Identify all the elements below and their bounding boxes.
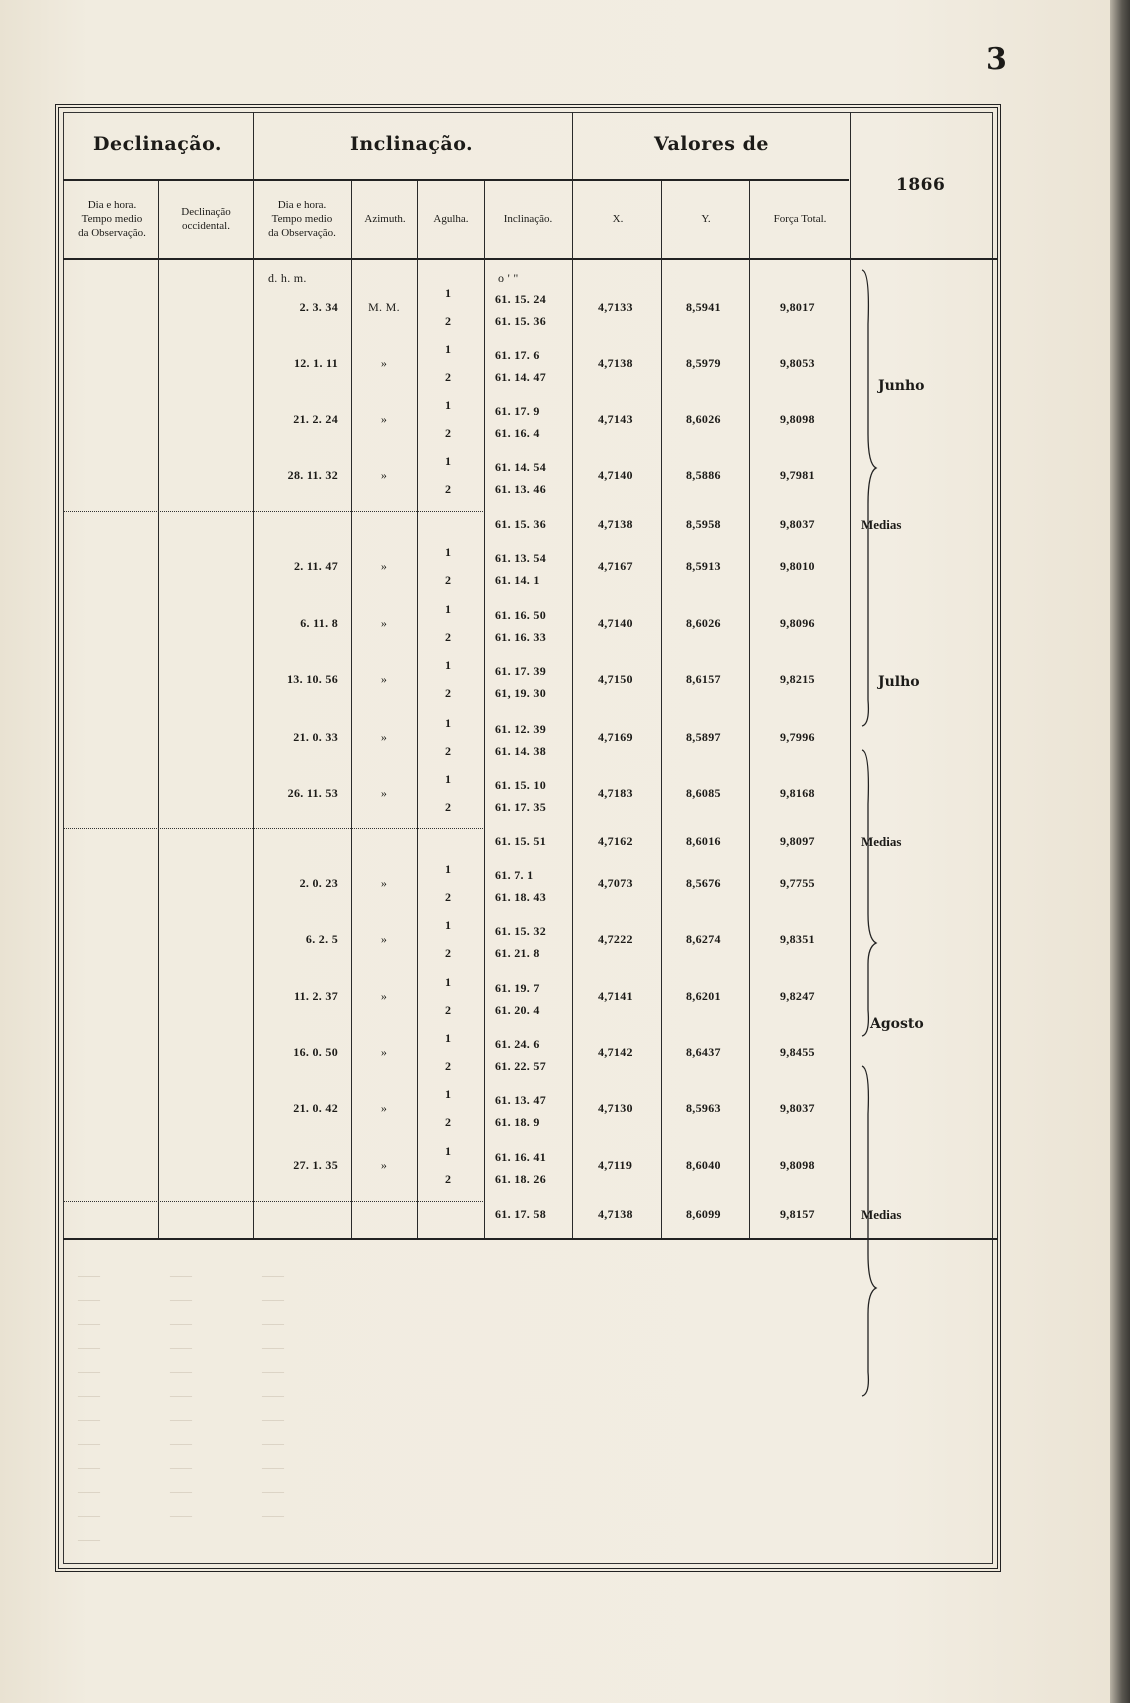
year-label: 1866	[896, 175, 946, 195]
azimuth-value: »	[380, 616, 388, 630]
inclinacao-value: 61. 15. 24	[495, 292, 546, 306]
rule-line	[351, 181, 352, 1238]
x-value: 4,7138	[598, 356, 633, 370]
month-julho: Julho	[878, 674, 920, 690]
header-line: Tempo medio	[271, 213, 333, 225]
y-value: 8,5963	[686, 1101, 721, 1115]
inclinacao-value: 61. 21. 8	[495, 946, 540, 960]
x-value: 4,7133	[598, 300, 633, 314]
needle-number: 1	[445, 975, 452, 989]
needle-number: 1	[445, 454, 452, 468]
page-edge	[1110, 0, 1130, 1703]
ghost-mark: ——	[170, 1510, 192, 1522]
needle-number: 2	[445, 744, 452, 758]
medias-label: Medias	[861, 517, 902, 532]
azimuth-value: »	[380, 672, 388, 686]
ghost-mark: ——	[78, 1534, 100, 1546]
medias-label: Medias	[861, 834, 902, 849]
y-value: 8,6026	[686, 412, 721, 426]
azimuth-value: »	[380, 932, 388, 946]
forca-total-value: 9,8168	[780, 786, 815, 800]
inclinacao-value: 61. 15. 10	[495, 778, 546, 792]
section-title-inclinacao: Inclinação.	[350, 133, 474, 155]
header-dia-hora-inclinacao	[256, 198, 348, 240]
header-agulha: Agulha.	[433, 213, 469, 225]
needle-number: 1	[445, 1087, 452, 1101]
month-junho: Junho	[878, 378, 925, 394]
observation-date: 21. 2. 24	[293, 412, 338, 426]
header-x: X.	[612, 213, 624, 225]
inclinacao-value: 61. 17. 6	[495, 348, 540, 362]
inclinacao-value: 61. 17. 9	[495, 404, 540, 418]
inclinacao-value: 61. 16. 4	[495, 426, 540, 440]
ghost-mark: ——	[262, 1462, 284, 1474]
ghost-mark: ——	[78, 1270, 100, 1282]
observation-date: 6. 2. 5	[305, 932, 338, 946]
ghost-mark: ——	[170, 1294, 192, 1306]
y-value: 8,5897	[686, 730, 721, 744]
forca-total-value: 9,8247	[780, 989, 815, 1003]
azimuth-value: »	[380, 468, 388, 482]
ghost-mark: ——	[78, 1318, 100, 1330]
ghost-mark: ——	[170, 1414, 192, 1426]
inclinacao-value: 61. 14. 47	[495, 370, 546, 384]
ghost-mark: ——	[78, 1462, 100, 1474]
x-value: 4,7130	[598, 1101, 633, 1115]
needle-number: 1	[445, 658, 452, 672]
azimuth-value: »	[380, 412, 388, 426]
ghost-mark: ——	[78, 1414, 100, 1426]
medias-x: 4,7138	[598, 1207, 633, 1221]
header-azimuth: Azimuth.	[364, 213, 406, 225]
y-value: 8,6026	[686, 616, 721, 630]
needle-number: 1	[445, 342, 452, 356]
rule-line	[63, 258, 997, 260]
needle-number: 1	[445, 1144, 452, 1158]
observation-date: 16. 0. 50	[293, 1045, 338, 1059]
ghost-mark: ——	[262, 1318, 284, 1330]
header-dia-hora-declinacao	[66, 198, 158, 240]
unit-deg: o ' "	[498, 271, 519, 285]
y-value: 8,6437	[686, 1045, 721, 1059]
y-value: 8,6040	[686, 1158, 721, 1172]
x-value: 4,7150	[598, 672, 633, 686]
ghost-mark: ——	[170, 1366, 192, 1378]
forca-total-value: 9,8351	[780, 932, 815, 946]
medias-y: 8,6016	[686, 834, 721, 848]
ghost-mark: ——	[78, 1438, 100, 1450]
month-agosto: Agosto	[870, 1016, 924, 1032]
ghost-mark: ——	[262, 1342, 284, 1354]
x-value: 4,7140	[598, 616, 633, 630]
medias-label: Medias	[861, 1207, 902, 1222]
ghost-mark: ——	[170, 1390, 192, 1402]
header-line: Dia e hora.	[87, 199, 137, 211]
ghost-mark: ——	[262, 1366, 284, 1378]
ghost-mark: ——	[78, 1486, 100, 1498]
inclinacao-value: 61. 13. 54	[495, 551, 546, 565]
x-value: 4,7222	[598, 932, 633, 946]
medias-forca-total: 9,8097	[780, 834, 815, 848]
header-line: Declinação	[181, 206, 231, 218]
medias-forca-total: 9,8157	[780, 1207, 815, 1221]
ghost-mark: ——	[262, 1414, 284, 1426]
azimuth-value: »	[380, 1101, 388, 1115]
header-line: da Observação.	[78, 227, 146, 239]
needle-number: 2	[445, 573, 452, 587]
rule-line	[158, 181, 159, 1238]
azimuth-value: »	[380, 876, 388, 890]
inclinacao-value: 61. 14. 54	[495, 460, 546, 474]
section-title-valores: Valores de	[654, 133, 769, 155]
medias-x: 4,7162	[598, 834, 633, 848]
medias-inclinacao: 61. 15. 36	[495, 517, 546, 531]
inclinacao-value: 61. 16. 41	[495, 1150, 546, 1164]
inclinacao-value: 61. 14. 1	[495, 573, 540, 587]
needle-number: 1	[445, 716, 452, 730]
azimuth-value: »	[380, 1158, 388, 1172]
observation-date: 12. 1. 11	[293, 356, 338, 370]
forca-total-value: 9,7755	[780, 876, 815, 890]
rule-line	[484, 181, 485, 1238]
forca-total-value: 9,8098	[780, 412, 815, 426]
dotted-separator	[63, 828, 483, 829]
x-value: 4,7183	[598, 786, 633, 800]
inclinacao-value: 61, 19. 30	[495, 686, 546, 700]
dotted-separator	[63, 1201, 483, 1202]
ghost-mark: ——	[170, 1486, 192, 1498]
ghost-mark: ——	[78, 1294, 100, 1306]
rule-line	[417, 181, 418, 1238]
header-line: Tempo medio	[81, 213, 143, 225]
needle-number: 1	[445, 862, 452, 876]
x-value: 4,7119	[598, 1158, 633, 1172]
needle-number: 2	[445, 1003, 452, 1017]
medias-y: 8,6099	[686, 1207, 721, 1221]
forca-total-value: 9,8053	[780, 356, 815, 370]
header-forca-total: Força Total.	[773, 213, 827, 225]
azimuth-value: »	[380, 356, 388, 370]
x-value: 4,7073	[598, 876, 633, 890]
observation-date: 2. 0. 23	[299, 876, 338, 890]
needle-number: 1	[445, 1031, 452, 1045]
rule-line	[572, 112, 573, 1238]
inclinacao-value: 61. 18. 43	[495, 890, 546, 904]
header-line: occidental.	[182, 220, 230, 232]
header-inclinacao: Inclinação.	[503, 213, 553, 225]
needle-number: 1	[445, 545, 452, 559]
forca-total-value: 9,8455	[780, 1045, 815, 1059]
inclinacao-value: 61. 19. 7	[495, 981, 540, 995]
medias-inclinacao: 61. 17. 58	[495, 1207, 546, 1221]
needle-number: 2	[445, 1115, 452, 1129]
needle-number: 2	[445, 890, 452, 904]
header-declinacao-occidental	[160, 205, 252, 233]
y-value: 8,5913	[686, 559, 721, 573]
observation-date: 26. 11. 53	[287, 786, 338, 800]
ghost-mark: ——	[262, 1486, 284, 1498]
ghost-mark: ——	[78, 1390, 100, 1402]
brace-julho	[862, 750, 876, 1036]
azimuth-value: »	[380, 559, 388, 573]
azimuth-value: »	[380, 1045, 388, 1059]
forca-total-value: 9,8037	[780, 1101, 815, 1115]
observation-date: 11. 2. 37	[293, 989, 338, 1003]
needle-number: 2	[445, 314, 452, 328]
inclinacao-value: 61. 22. 57	[495, 1059, 546, 1073]
rule-line	[850, 112, 851, 1238]
forca-total-value: 9,8017	[780, 300, 815, 314]
inclinacao-value: 61. 14. 38	[495, 744, 546, 758]
header-line: Dia e hora.	[277, 199, 327, 211]
section-title-declinacao: Declinação.	[93, 133, 223, 155]
ghost-mark: ——	[78, 1510, 100, 1522]
y-value: 8,6274	[686, 932, 721, 946]
x-value: 4,7140	[598, 468, 633, 482]
azimuth-value: M. M.	[368, 300, 400, 314]
header-line: da Observação.	[268, 227, 336, 239]
brace-junho	[862, 270, 876, 726]
x-value: 4,7141	[598, 989, 633, 1003]
y-value: 8,5979	[686, 356, 721, 370]
inclinacao-value: 61. 12. 39	[495, 722, 546, 736]
medias-forca-total: 9,8037	[780, 517, 815, 531]
forca-total-value: 9,8215	[780, 672, 815, 686]
inclinacao-value: 61. 17. 35	[495, 800, 546, 814]
x-value: 4,7143	[598, 412, 633, 426]
x-value: 4,7167	[598, 559, 633, 573]
inclinacao-value: 61. 13. 47	[495, 1093, 546, 1107]
ghost-mark: ——	[170, 1462, 192, 1474]
needle-number: 2	[445, 686, 452, 700]
inclinacao-value: 61. 17. 39	[495, 664, 546, 678]
ghost-mark: ——	[262, 1270, 284, 1282]
needle-number: 2	[445, 800, 452, 814]
ghost-mark: ——	[262, 1390, 284, 1402]
rule-line	[63, 179, 849, 181]
needle-number: 2	[445, 1059, 452, 1073]
header-y: Y.	[701, 213, 711, 225]
y-value: 8,6201	[686, 989, 721, 1003]
ghost-mark: ——	[262, 1438, 284, 1450]
ghost-mark: ——	[78, 1366, 100, 1378]
month-braces	[856, 264, 876, 1264]
y-value: 8,6157	[686, 672, 721, 686]
needle-number: 1	[445, 602, 452, 616]
medias-y: 8,5958	[686, 517, 721, 531]
medias-x: 4,7138	[598, 517, 633, 531]
needle-number: 2	[445, 426, 452, 440]
azimuth-value: »	[380, 989, 388, 1003]
forca-total-value: 9,8096	[780, 616, 815, 630]
observation-date: 13. 10. 56	[287, 672, 338, 686]
inclinacao-value: 61. 15. 32	[495, 924, 546, 938]
ghost-mark: ——	[170, 1318, 192, 1330]
azimuth-value: »	[380, 730, 388, 744]
needle-number: 2	[445, 946, 452, 960]
y-value: 8,6085	[686, 786, 721, 800]
ghost-mark: ——	[170, 1438, 192, 1450]
inclinacao-value: 61. 16. 33	[495, 630, 546, 644]
inclinacao-value: 61. 20. 4	[495, 1003, 540, 1017]
ghost-mark: ——	[170, 1342, 192, 1354]
needle-number: 1	[445, 772, 452, 786]
page-number: 3	[986, 42, 1007, 77]
forca-total-value: 9,7996	[780, 730, 815, 744]
observation-date: 2. 11. 47	[293, 559, 338, 573]
ghost-mark: ——	[78, 1342, 100, 1354]
observation-date: 6. 11. 8	[300, 616, 338, 630]
observation-date: 21. 0. 42	[293, 1101, 338, 1115]
inclinacao-value: 61. 24. 6	[495, 1037, 540, 1051]
rule-line	[749, 181, 750, 1238]
ghost-mark: ——	[262, 1510, 284, 1522]
y-value: 8,5941	[686, 300, 721, 314]
needle-number: 2	[445, 1172, 452, 1186]
forca-total-value: 9,8098	[780, 1158, 815, 1172]
rule-line	[661, 181, 662, 1238]
x-value: 4,7142	[598, 1045, 633, 1059]
observation-date: 28. 11. 32	[287, 468, 338, 482]
observation-date: 2. 3. 34	[299, 300, 338, 314]
dotted-separator	[63, 511, 483, 512]
needle-number: 2	[445, 370, 452, 384]
unit-dhm: d. h. m.	[268, 271, 307, 285]
y-value: 8,5676	[686, 876, 721, 890]
medias-inclinacao: 61. 15. 51	[495, 834, 546, 848]
observation-date: 27. 1. 35	[293, 1158, 338, 1172]
forca-total-value: 9,8010	[780, 559, 815, 573]
rule-line	[253, 112, 254, 1238]
inclinacao-value: 61. 7. 1	[495, 868, 534, 882]
needle-number: 1	[445, 398, 452, 412]
inclinacao-value: 61. 18. 9	[495, 1115, 540, 1129]
forca-total-value: 9,7981	[780, 468, 815, 482]
ghost-mark: ——	[170, 1270, 192, 1282]
needle-number: 1	[445, 918, 452, 932]
inclinacao-value: 61. 18. 26	[495, 1172, 546, 1186]
needle-number: 1	[445, 286, 452, 300]
x-value: 4,7169	[598, 730, 633, 744]
inclinacao-value: 61. 13. 46	[495, 482, 546, 496]
inclinacao-value: 61. 16. 50	[495, 608, 546, 622]
inclinacao-value: 61. 15. 36	[495, 314, 546, 328]
ghost-mark: ——	[262, 1294, 284, 1306]
azimuth-value: »	[380, 786, 388, 800]
y-value: 8,5886	[686, 468, 721, 482]
needle-number: 2	[445, 482, 452, 496]
observation-date: 21. 0. 33	[293, 730, 338, 744]
needle-number: 2	[445, 630, 452, 644]
